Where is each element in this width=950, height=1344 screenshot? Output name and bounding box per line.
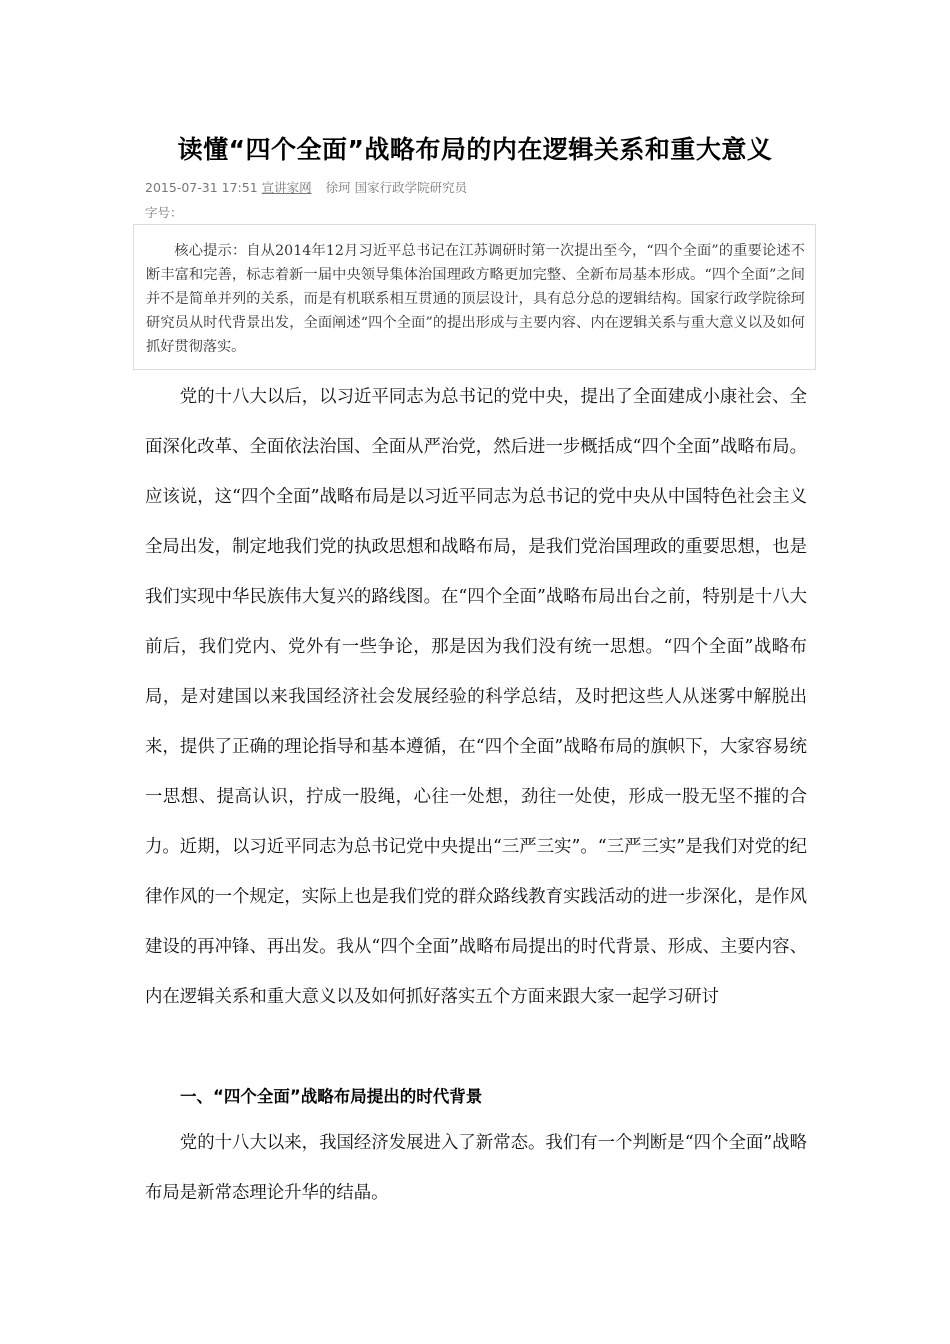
body-paragraph-2: 党的十八大以来，我国经济发展进入了新常态。我们有一个判断是“四个全面”战略布局是新常态理论升华的结晶。 [145,1133,807,1203]
body-paragraph: 党的十八大以后，以习近平同志为总书记的党中央，提出了全面建成小康社会、全面深化改革、全面依法治国、全面从严治党，然后进一步概括成“四个全面”战略布局。应该说，这“四个全面”战略布局是以习近平同志为总书记的党中央从中国特色社会主义全局出发，制定地我们党的执政思想和战略布局，是我们党治国理政的重要思想，也是我们实现中华民族伟大复兴的路线图。在“四个全面”战略布局出台之前，特别是十八大前后，我们党内、党外有一些争论，那是因为我们没有统一思想。“四个全面”战略布局，是对建国以来我国经济社会发展经验的科学总结，及时把这些人从迷雾中解脱出来，提供了正确的理论指导和基本遵循，在“四个全面”战略布局的旗帜下，大家容易统一思想、提高认识，拧成一股绳，心往一处想，劲往一处使，形成一股无坚不摧的合力。近期，以习近平同志为总书记党中央提出“三严三实”。“三严三实”是我们对党的纪律作风的一个规定，实际上也是我们党的群众路线教育实践活动的进一步深化，是作风建设的再冲锋、再出发。我从“四个全面”战略布局提出的时代背景、形成、主要内容、内在逻辑关系和重大意义以及如何抓好落实五个方面来跟大家一起学习研讨 [145,387,807,1007]
publish-date: 2015-07-31 17:51 [145,180,258,195]
article-title: 读懂“四个全面”战略布局的内在逻辑关系和重大意义 [177,135,773,164]
font-size-control[interactable]: 字号： [145,205,183,220]
article-meta [145,178,467,196]
section-heading: 一、“四个全面”战略布局提出的时代背景 [180,1087,483,1106]
author-info: 徐珂 国家行政学院研究员 [325,180,468,195]
source-link[interactable]: 宣讲家网 [261,180,312,195]
summary-box: 核心提示：自从2014年12月习近平总书记在江苏调研时第一次提出至今，“四个全面”的重要论述不断丰富和完善，标志着新一届中央领导集体治国理政方略更加完整、全新布局基本形成。“四个全面”之间并不是简单并列的关系，而是有机联系相互贯通的顶层设计，具有总分总的逻辑结构。国家行政学院徐珂研究员从时代背景出发，全面阐述“四个全面”的提出形成与主要内容、内在逻辑关系与重大意义以及如何抓好贯彻落实。 [133,224,816,370]
